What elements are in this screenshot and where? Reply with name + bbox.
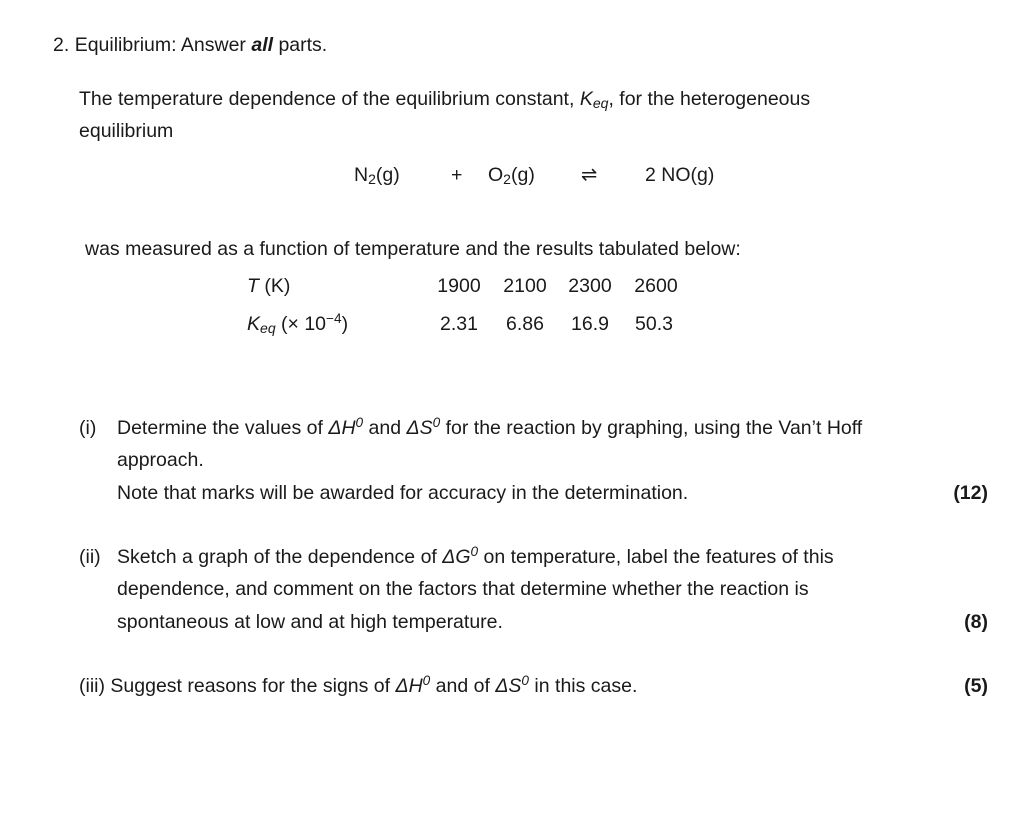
part-i-text: Determine the values of (117, 417, 329, 439)
keq-unit-prefix: (× 10 (275, 313, 327, 335)
o-symbol: O (488, 164, 504, 186)
part-ii-label: (ii) (79, 546, 101, 568)
table-cell-keq: 16.9 (571, 313, 609, 335)
part-ii-line-2: dependence, and comment on the factors that determine whether the reaction is (117, 578, 809, 600)
intro-text: The temperature dependence of the equilibrium constant, (79, 88, 575, 110)
product-no: 2 NO(g) (645, 164, 715, 186)
part-ii-line-1 (117, 546, 834, 569)
heading-suffix: parts. (278, 34, 328, 56)
delta-h-symbol: ΔH (328, 417, 356, 439)
heading-text: Equilibrium: Answer (74, 34, 246, 56)
standard-superscript: 0 (521, 673, 530, 689)
table-cell-temperature: 1900 (437, 275, 481, 297)
reactant-o2 (488, 164, 535, 187)
part-iii-marks: (5) (964, 675, 988, 697)
part-iii-text-rest: in this case. (529, 675, 638, 697)
table-cell-keq: 50.3 (635, 313, 673, 335)
keq-unit-suffix: ) (341, 313, 349, 335)
row-label-temperature (247, 275, 290, 298)
standard-superscript: 0 (355, 415, 364, 431)
delta-s-symbol: ΔS (495, 675, 522, 697)
k-symbol: K (579, 88, 593, 110)
intro-text-suffix: , for the heterogeneous (608, 88, 811, 110)
n2-state: (g) (375, 164, 400, 186)
t-symbol: T (247, 275, 259, 297)
reactant-n2 (354, 164, 400, 187)
table-cell-keq: 6.86 (506, 313, 544, 335)
o2-state: (g) (510, 164, 535, 186)
part-iii-text: Suggest reasons for the signs of (110, 675, 396, 697)
row-label-keq (247, 313, 348, 336)
k-subscript: eq (592, 94, 609, 111)
measured-text: was measured as a function of temperature and the results tabulated below: (85, 238, 741, 260)
t-unit: (K) (258, 275, 291, 297)
equilibrium-arrow: ⇌ (581, 164, 598, 186)
part-i-text-and: and (363, 417, 407, 439)
part-ii-text: Sketch a graph of the dependence of (117, 546, 443, 568)
part-iii-text-and: and of (430, 675, 496, 697)
delta-h-symbol: ΔH (395, 675, 423, 697)
table-cell-temperature: 2600 (634, 275, 678, 297)
part-ii-line-3: spontaneous at low and at high temperature. (117, 611, 503, 633)
part-i-marks: (12) (953, 482, 988, 504)
standard-superscript: 0 (432, 415, 441, 431)
standard-superscript: 0 (470, 544, 479, 560)
heading-emphasis: all (251, 34, 274, 56)
part-iii-line (79, 675, 637, 698)
part-i-line-3: Note that marks will be awarded for accuracy in the determination. (117, 482, 689, 504)
o-subscript: 2 (503, 170, 511, 187)
standard-superscript: 0 (422, 673, 431, 689)
keq-subscript: eq (260, 319, 276, 336)
part-ii-text-rest: on temperature, label the features of this (478, 546, 834, 568)
question-heading (53, 34, 327, 57)
part-i-line-1 (117, 417, 862, 440)
question-number: 2. (53, 34, 70, 56)
table-cell-keq: 2.31 (440, 313, 478, 335)
part-i-label: (i) (79, 417, 97, 439)
table-cell-temperature: 2300 (568, 275, 612, 297)
intro-line-1 (79, 88, 810, 111)
keq-symbol: K (247, 313, 261, 335)
intro-line-2: equilibrium (79, 120, 174, 142)
delta-s-symbol: ΔS (406, 417, 433, 439)
part-ii-marks: (8) (964, 611, 988, 633)
part-i-text-rest: for the reaction by graphing, using the Van’t Hoff (440, 417, 863, 439)
delta-g-symbol: ΔG (442, 546, 471, 568)
keq-exponent: −4 (326, 311, 342, 327)
table-cell-temperature: 2100 (503, 275, 547, 297)
n-subscript: 2 (368, 170, 376, 187)
n-symbol: N (354, 164, 369, 186)
part-i-line-2: approach. (117, 449, 204, 471)
part-iii-label: (iii) (79, 675, 105, 697)
plus-sign: + (451, 164, 463, 186)
